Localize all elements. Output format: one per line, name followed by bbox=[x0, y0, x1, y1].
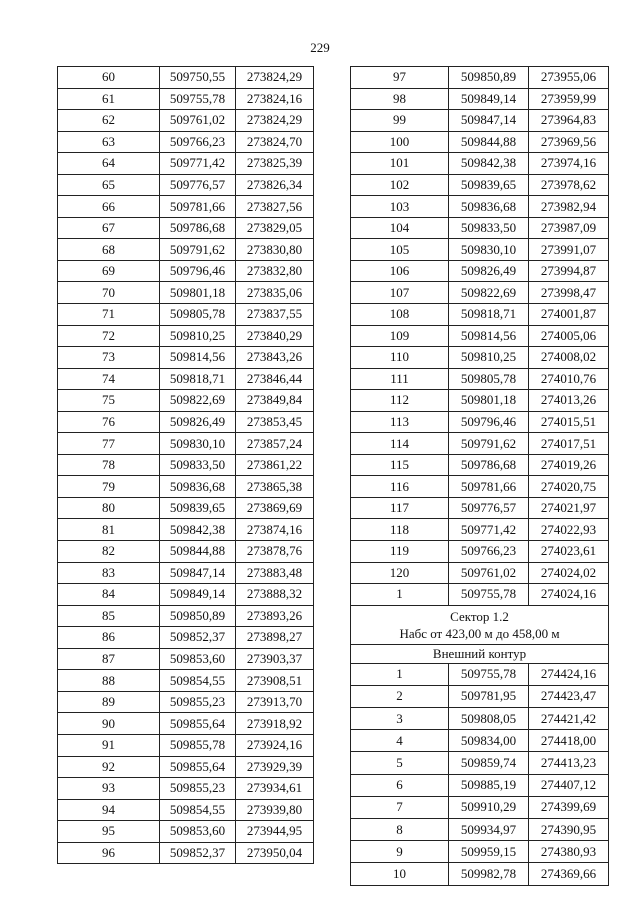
y-coordinate-cell: 274019,26 bbox=[529, 454, 609, 476]
x-coordinate-cell: 509834,00 bbox=[449, 730, 529, 752]
point-number-cell: 89 bbox=[58, 691, 160, 713]
point-number-cell: 108 bbox=[351, 304, 449, 326]
x-coordinate-cell: 509826,49 bbox=[449, 260, 529, 282]
table-row bbox=[58, 304, 314, 326]
table-row bbox=[351, 153, 609, 175]
table-row bbox=[351, 454, 609, 476]
x-coordinate-cell: 509847,14 bbox=[449, 110, 529, 132]
point-number-cell: 100 bbox=[351, 131, 449, 153]
table-row bbox=[58, 325, 314, 347]
point-number-cell: 4 bbox=[351, 730, 449, 752]
y-coordinate-cell: 274390,95 bbox=[529, 818, 609, 840]
point-number-cell: 86 bbox=[58, 627, 160, 649]
table-row bbox=[351, 863, 609, 885]
x-coordinate-cell: 509818,71 bbox=[449, 304, 529, 326]
x-coordinate-cell: 509850,89 bbox=[160, 605, 236, 627]
y-coordinate-cell: 274024,16 bbox=[529, 584, 609, 606]
y-coordinate-cell: 273994,87 bbox=[529, 260, 609, 282]
table-row bbox=[58, 217, 314, 239]
y-coordinate-cell: 273959,99 bbox=[529, 88, 609, 110]
x-coordinate-cell: 509805,78 bbox=[160, 304, 236, 326]
table-row bbox=[58, 584, 314, 606]
table-row bbox=[58, 778, 314, 800]
x-coordinate-cell: 509755,78 bbox=[449, 584, 529, 606]
x-coordinate-cell: 509791,62 bbox=[449, 433, 529, 455]
x-coordinate-cell: 509836,68 bbox=[160, 476, 236, 498]
table-row bbox=[351, 841, 609, 863]
table-row bbox=[351, 584, 609, 606]
table-row bbox=[351, 282, 609, 304]
point-number-cell: 6 bbox=[351, 774, 449, 796]
x-coordinate-cell: 509850,89 bbox=[449, 67, 529, 89]
x-coordinate-cell: 509854,55 bbox=[160, 799, 236, 821]
y-coordinate-cell: 274013,26 bbox=[529, 390, 609, 412]
point-number-cell: 93 bbox=[58, 778, 160, 800]
point-number-cell: 87 bbox=[58, 648, 160, 670]
x-coordinate-cell: 509833,50 bbox=[160, 454, 236, 476]
x-coordinate-cell: 509776,57 bbox=[449, 497, 529, 519]
x-coordinate-cell: 509855,64 bbox=[160, 713, 236, 735]
x-coordinate-cell: 509859,74 bbox=[449, 752, 529, 774]
x-coordinate-cell: 509771,42 bbox=[160, 153, 236, 175]
y-coordinate-cell: 273929,39 bbox=[236, 756, 314, 778]
table-row bbox=[351, 497, 609, 519]
point-number-cell: 116 bbox=[351, 476, 449, 498]
point-number-cell: 2 bbox=[351, 685, 449, 707]
y-coordinate-cell: 273837,55 bbox=[236, 304, 314, 326]
y-coordinate-cell: 273853,45 bbox=[236, 411, 314, 433]
x-coordinate-cell: 509776,57 bbox=[160, 174, 236, 196]
point-number-cell: 119 bbox=[351, 541, 449, 563]
x-coordinate-cell: 509791,62 bbox=[160, 239, 236, 261]
point-number-cell: 90 bbox=[58, 713, 160, 735]
x-coordinate-cell: 509852,37 bbox=[160, 842, 236, 864]
point-number-cell: 115 bbox=[351, 454, 449, 476]
table-row bbox=[351, 88, 609, 110]
table-row bbox=[351, 347, 609, 369]
y-coordinate-cell: 273824,70 bbox=[236, 131, 314, 153]
table-row bbox=[351, 433, 609, 455]
y-coordinate-cell: 273888,32 bbox=[236, 584, 314, 606]
page-number: 229 bbox=[310, 40, 330, 55]
point-number-cell: 112 bbox=[351, 390, 449, 412]
x-coordinate-cell: 509844,88 bbox=[449, 131, 529, 153]
y-coordinate-cell: 274369,66 bbox=[529, 863, 609, 885]
x-coordinate-cell: 509781,95 bbox=[449, 685, 529, 707]
y-coordinate-cell: 273849,84 bbox=[236, 390, 314, 412]
table-row bbox=[58, 627, 314, 649]
point-number-cell: 80 bbox=[58, 497, 160, 519]
point-number-cell: 69 bbox=[58, 260, 160, 282]
x-coordinate-cell: 509766,23 bbox=[449, 541, 529, 563]
x-coordinate-cell: 509839,65 bbox=[160, 497, 236, 519]
y-coordinate-cell: 273939,80 bbox=[236, 799, 314, 821]
point-number-cell: 98 bbox=[351, 88, 449, 110]
y-coordinate-cell: 274421,42 bbox=[529, 708, 609, 730]
point-number-cell: 88 bbox=[58, 670, 160, 692]
point-number-cell: 95 bbox=[58, 821, 160, 843]
x-coordinate-cell: 509910,29 bbox=[449, 796, 529, 818]
x-coordinate-cell: 509822,69 bbox=[160, 390, 236, 412]
x-coordinate-cell: 509761,02 bbox=[160, 110, 236, 132]
y-coordinate-cell: 274023,61 bbox=[529, 541, 609, 563]
point-number-cell: 114 bbox=[351, 433, 449, 455]
table-row bbox=[351, 519, 609, 541]
coordinates-table-right bbox=[350, 66, 609, 886]
point-number-cell: 102 bbox=[351, 174, 449, 196]
table-row bbox=[58, 67, 314, 89]
point-number-cell: 85 bbox=[58, 605, 160, 627]
point-number-cell: 10 bbox=[351, 863, 449, 885]
point-number-cell: 8 bbox=[351, 818, 449, 840]
table-row bbox=[58, 756, 314, 778]
x-coordinate-cell: 509801,18 bbox=[449, 390, 529, 412]
y-coordinate-cell: 273908,51 bbox=[236, 670, 314, 692]
y-coordinate-cell: 274024,02 bbox=[529, 562, 609, 584]
table-row bbox=[58, 713, 314, 735]
table-row bbox=[351, 174, 609, 196]
y-coordinate-cell: 273843,26 bbox=[236, 347, 314, 369]
point-number-cell: 111 bbox=[351, 368, 449, 390]
x-coordinate-cell: 509810,25 bbox=[160, 325, 236, 347]
y-coordinate-cell: 273826,34 bbox=[236, 174, 314, 196]
y-coordinate-cell: 273913,70 bbox=[236, 691, 314, 713]
table-row bbox=[58, 433, 314, 455]
point-number-cell: 81 bbox=[58, 519, 160, 541]
point-number-cell: 110 bbox=[351, 347, 449, 369]
x-coordinate-cell: 509844,88 bbox=[160, 541, 236, 563]
y-coordinate-cell: 273987,09 bbox=[529, 217, 609, 239]
x-coordinate-cell: 509801,18 bbox=[160, 282, 236, 304]
x-coordinate-cell: 509830,10 bbox=[449, 239, 529, 261]
y-coordinate-cell: 274008,02 bbox=[529, 347, 609, 369]
point-number-cell: 1 bbox=[351, 584, 449, 606]
table-row bbox=[58, 110, 314, 132]
table-row bbox=[351, 368, 609, 390]
x-coordinate-cell: 509766,23 bbox=[160, 131, 236, 153]
y-coordinate-cell: 273918,92 bbox=[236, 713, 314, 735]
x-coordinate-cell: 509796,46 bbox=[160, 260, 236, 282]
point-number-cell: 104 bbox=[351, 217, 449, 239]
table-row bbox=[58, 799, 314, 821]
table-row bbox=[351, 131, 609, 153]
x-coordinate-cell: 509934,97 bbox=[449, 818, 529, 840]
point-number-cell: 76 bbox=[58, 411, 160, 433]
x-coordinate-cell: 509755,78 bbox=[160, 88, 236, 110]
x-coordinate-cell: 509818,71 bbox=[160, 368, 236, 390]
y-coordinate-cell: 274380,93 bbox=[529, 841, 609, 863]
y-coordinate-cell: 273824,16 bbox=[236, 88, 314, 110]
y-coordinate-cell: 273964,83 bbox=[529, 110, 609, 132]
x-coordinate-cell: 509885,19 bbox=[449, 774, 529, 796]
y-coordinate-cell: 274021,97 bbox=[529, 497, 609, 519]
y-coordinate-cell: 273974,16 bbox=[529, 153, 609, 175]
table-row bbox=[58, 605, 314, 627]
x-coordinate-cell: 509842,38 bbox=[160, 519, 236, 541]
x-coordinate-cell: 509771,42 bbox=[449, 519, 529, 541]
point-number-cell: 73 bbox=[58, 347, 160, 369]
x-coordinate-cell: 509842,38 bbox=[449, 153, 529, 175]
x-coordinate-cell: 509854,55 bbox=[160, 670, 236, 692]
table-row bbox=[58, 476, 314, 498]
point-number-cell: 63 bbox=[58, 131, 160, 153]
x-coordinate-cell: 509853,60 bbox=[160, 821, 236, 843]
table-row bbox=[351, 663, 609, 685]
x-coordinate-cell: 509761,02 bbox=[449, 562, 529, 584]
point-number-cell: 117 bbox=[351, 497, 449, 519]
point-number-cell: 92 bbox=[58, 756, 160, 778]
y-coordinate-cell: 273969,56 bbox=[529, 131, 609, 153]
table-row bbox=[351, 217, 609, 239]
table-row bbox=[58, 153, 314, 175]
y-coordinate-cell: 273934,61 bbox=[236, 778, 314, 800]
x-coordinate-cell: 509808,05 bbox=[449, 708, 529, 730]
table-row bbox=[351, 476, 609, 498]
x-coordinate-cell: 509982,78 bbox=[449, 863, 529, 885]
y-coordinate-cell: 273950,04 bbox=[236, 842, 314, 864]
point-number-cell: 62 bbox=[58, 110, 160, 132]
x-coordinate-cell: 509959,15 bbox=[449, 841, 529, 863]
coordinates-table-left bbox=[57, 66, 314, 864]
y-coordinate-cell: 274005,06 bbox=[529, 325, 609, 347]
point-number-cell: 64 bbox=[58, 153, 160, 175]
table-row bbox=[58, 174, 314, 196]
point-number-cell: 68 bbox=[58, 239, 160, 261]
table-row bbox=[351, 260, 609, 282]
x-coordinate-cell: 509805,78 bbox=[449, 368, 529, 390]
y-coordinate-cell: 273898,27 bbox=[236, 627, 314, 649]
table-row bbox=[351, 239, 609, 261]
y-coordinate-cell: 273829,05 bbox=[236, 217, 314, 239]
point-number-cell: 78 bbox=[58, 454, 160, 476]
y-coordinate-cell: 273865,38 bbox=[236, 476, 314, 498]
point-number-cell: 120 bbox=[351, 562, 449, 584]
y-coordinate-cell: 274407,12 bbox=[529, 774, 609, 796]
table-row bbox=[351, 562, 609, 584]
table-row bbox=[351, 796, 609, 818]
x-coordinate-cell: 509830,10 bbox=[160, 433, 236, 455]
sector-header-row bbox=[351, 605, 609, 644]
y-coordinate-cell: 273924,16 bbox=[236, 734, 314, 756]
point-number-cell: 113 bbox=[351, 411, 449, 433]
point-number-cell: 94 bbox=[58, 799, 160, 821]
sector-title: Сектор 1.2 bbox=[450, 608, 509, 624]
x-coordinate-cell: 509781,66 bbox=[160, 196, 236, 218]
y-coordinate-cell: 273830,80 bbox=[236, 239, 314, 261]
table-row bbox=[351, 411, 609, 433]
point-number-cell: 106 bbox=[351, 260, 449, 282]
y-coordinate-cell: 274413,23 bbox=[529, 752, 609, 774]
point-number-cell: 77 bbox=[58, 433, 160, 455]
point-number-cell: 96 bbox=[58, 842, 160, 864]
table-row bbox=[351, 818, 609, 840]
y-coordinate-cell: 273978,62 bbox=[529, 174, 609, 196]
y-coordinate-cell: 273846,44 bbox=[236, 368, 314, 390]
table-row bbox=[58, 347, 314, 369]
point-number-cell: 1 bbox=[351, 663, 449, 685]
y-coordinate-cell: 273998,47 bbox=[529, 282, 609, 304]
x-coordinate-cell: 509855,78 bbox=[160, 734, 236, 756]
point-number-cell: 75 bbox=[58, 390, 160, 412]
y-coordinate-cell: 274424,16 bbox=[529, 663, 609, 685]
y-coordinate-cell: 274017,51 bbox=[529, 433, 609, 455]
y-coordinate-cell: 274418,00 bbox=[529, 730, 609, 752]
x-coordinate-cell: 509855,23 bbox=[160, 691, 236, 713]
x-coordinate-cell: 509855,64 bbox=[160, 756, 236, 778]
table-row bbox=[58, 648, 314, 670]
y-coordinate-cell: 273869,69 bbox=[236, 497, 314, 519]
table-row bbox=[351, 541, 609, 563]
x-coordinate-cell: 509852,37 bbox=[160, 627, 236, 649]
contour-header: Внешний контур bbox=[351, 644, 609, 663]
contour-header-row bbox=[351, 644, 609, 663]
table-row bbox=[58, 497, 314, 519]
y-coordinate-cell: 274010,76 bbox=[529, 368, 609, 390]
table-row bbox=[58, 282, 314, 304]
x-coordinate-cell: 509853,60 bbox=[160, 648, 236, 670]
x-coordinate-cell: 509796,46 bbox=[449, 411, 529, 433]
table-row bbox=[58, 368, 314, 390]
x-coordinate-cell: 509755,78 bbox=[449, 663, 529, 685]
y-coordinate-cell: 273874,16 bbox=[236, 519, 314, 541]
y-coordinate-cell: 274015,51 bbox=[529, 411, 609, 433]
table-row bbox=[58, 88, 314, 110]
table-row bbox=[351, 730, 609, 752]
sector-subtitle: Набс от 423,00 м до 458,00 м bbox=[399, 625, 560, 641]
point-number-cell: 72 bbox=[58, 325, 160, 347]
x-coordinate-cell: 509810,25 bbox=[449, 347, 529, 369]
table-row bbox=[351, 685, 609, 707]
y-coordinate-cell: 273991,07 bbox=[529, 239, 609, 261]
point-number-cell: 79 bbox=[58, 476, 160, 498]
y-coordinate-cell: 274001,87 bbox=[529, 304, 609, 326]
table-row bbox=[351, 708, 609, 730]
table-row bbox=[58, 821, 314, 843]
point-number-cell: 118 bbox=[351, 519, 449, 541]
table-row bbox=[351, 67, 609, 89]
point-number-cell: 83 bbox=[58, 562, 160, 584]
y-coordinate-cell: 273878,76 bbox=[236, 541, 314, 563]
y-coordinate-cell: 273835,06 bbox=[236, 282, 314, 304]
point-number-cell: 105 bbox=[351, 239, 449, 261]
y-coordinate-cell: 274022,93 bbox=[529, 519, 609, 541]
table-row bbox=[58, 454, 314, 476]
table-row bbox=[351, 752, 609, 774]
y-coordinate-cell: 273893,26 bbox=[236, 605, 314, 627]
y-coordinate-cell: 273824,29 bbox=[236, 110, 314, 132]
y-coordinate-cell: 273861,22 bbox=[236, 454, 314, 476]
point-number-cell: 109 bbox=[351, 325, 449, 347]
table-row bbox=[351, 304, 609, 326]
y-coordinate-cell: 273883,48 bbox=[236, 562, 314, 584]
y-coordinate-cell: 274423,47 bbox=[529, 685, 609, 707]
table-row bbox=[351, 774, 609, 796]
x-coordinate-cell: 509786,68 bbox=[160, 217, 236, 239]
x-coordinate-cell: 509750,55 bbox=[160, 67, 236, 89]
x-coordinate-cell: 509849,14 bbox=[449, 88, 529, 110]
x-coordinate-cell: 509849,14 bbox=[160, 584, 236, 606]
table-row bbox=[58, 411, 314, 433]
y-coordinate-cell: 273827,56 bbox=[236, 196, 314, 218]
y-coordinate-cell: 273857,24 bbox=[236, 433, 314, 455]
point-number-cell: 91 bbox=[58, 734, 160, 756]
x-coordinate-cell: 509786,68 bbox=[449, 454, 529, 476]
y-coordinate-cell: 274399,69 bbox=[529, 796, 609, 818]
x-coordinate-cell: 509855,23 bbox=[160, 778, 236, 800]
point-number-cell: 99 bbox=[351, 110, 449, 132]
table-row bbox=[58, 734, 314, 756]
table-row bbox=[58, 562, 314, 584]
sector-header bbox=[351, 605, 609, 644]
table-row bbox=[58, 390, 314, 412]
point-number-cell: 82 bbox=[58, 541, 160, 563]
table-row bbox=[58, 541, 314, 563]
table-row bbox=[58, 239, 314, 261]
table-row bbox=[58, 691, 314, 713]
point-number-cell: 66 bbox=[58, 196, 160, 218]
point-number-cell: 103 bbox=[351, 196, 449, 218]
point-number-cell: 67 bbox=[58, 217, 160, 239]
table-row bbox=[351, 325, 609, 347]
y-coordinate-cell: 273825,39 bbox=[236, 153, 314, 175]
x-coordinate-cell: 509822,69 bbox=[449, 282, 529, 304]
y-coordinate-cell: 273840,29 bbox=[236, 325, 314, 347]
y-coordinate-cell: 273955,06 bbox=[529, 67, 609, 89]
x-coordinate-cell: 509814,56 bbox=[449, 325, 529, 347]
point-number-cell: 60 bbox=[58, 67, 160, 89]
y-coordinate-cell: 273824,29 bbox=[236, 67, 314, 89]
point-number-cell: 71 bbox=[58, 304, 160, 326]
table-row bbox=[351, 110, 609, 132]
point-number-cell: 74 bbox=[58, 368, 160, 390]
point-number-cell: 5 bbox=[351, 752, 449, 774]
table-row bbox=[351, 196, 609, 218]
point-number-cell: 61 bbox=[58, 88, 160, 110]
table-row bbox=[58, 670, 314, 692]
point-number-cell: 84 bbox=[58, 584, 160, 606]
table-row bbox=[58, 842, 314, 864]
x-coordinate-cell: 509847,14 bbox=[160, 562, 236, 584]
y-coordinate-cell: 273903,37 bbox=[236, 648, 314, 670]
point-number-cell: 7 bbox=[351, 796, 449, 818]
table-row bbox=[58, 131, 314, 153]
y-coordinate-cell: 274020,75 bbox=[529, 476, 609, 498]
point-number-cell: 107 bbox=[351, 282, 449, 304]
point-number-cell: 65 bbox=[58, 174, 160, 196]
table-row bbox=[58, 260, 314, 282]
table-row bbox=[351, 390, 609, 412]
y-coordinate-cell: 273832,80 bbox=[236, 260, 314, 282]
x-coordinate-cell: 509833,50 bbox=[449, 217, 529, 239]
x-coordinate-cell: 509814,56 bbox=[160, 347, 236, 369]
point-number-cell: 101 bbox=[351, 153, 449, 175]
y-coordinate-cell: 273944,95 bbox=[236, 821, 314, 843]
point-number-cell: 97 bbox=[351, 67, 449, 89]
x-coordinate-cell: 509836,68 bbox=[449, 196, 529, 218]
table-row bbox=[58, 196, 314, 218]
y-coordinate-cell: 273982,94 bbox=[529, 196, 609, 218]
x-coordinate-cell: 509781,66 bbox=[449, 476, 529, 498]
x-coordinate-cell: 509839,65 bbox=[449, 174, 529, 196]
point-number-cell: 3 bbox=[351, 708, 449, 730]
x-coordinate-cell: 509826,49 bbox=[160, 411, 236, 433]
table-row bbox=[58, 519, 314, 541]
point-number-cell: 70 bbox=[58, 282, 160, 304]
point-number-cell: 9 bbox=[351, 841, 449, 863]
